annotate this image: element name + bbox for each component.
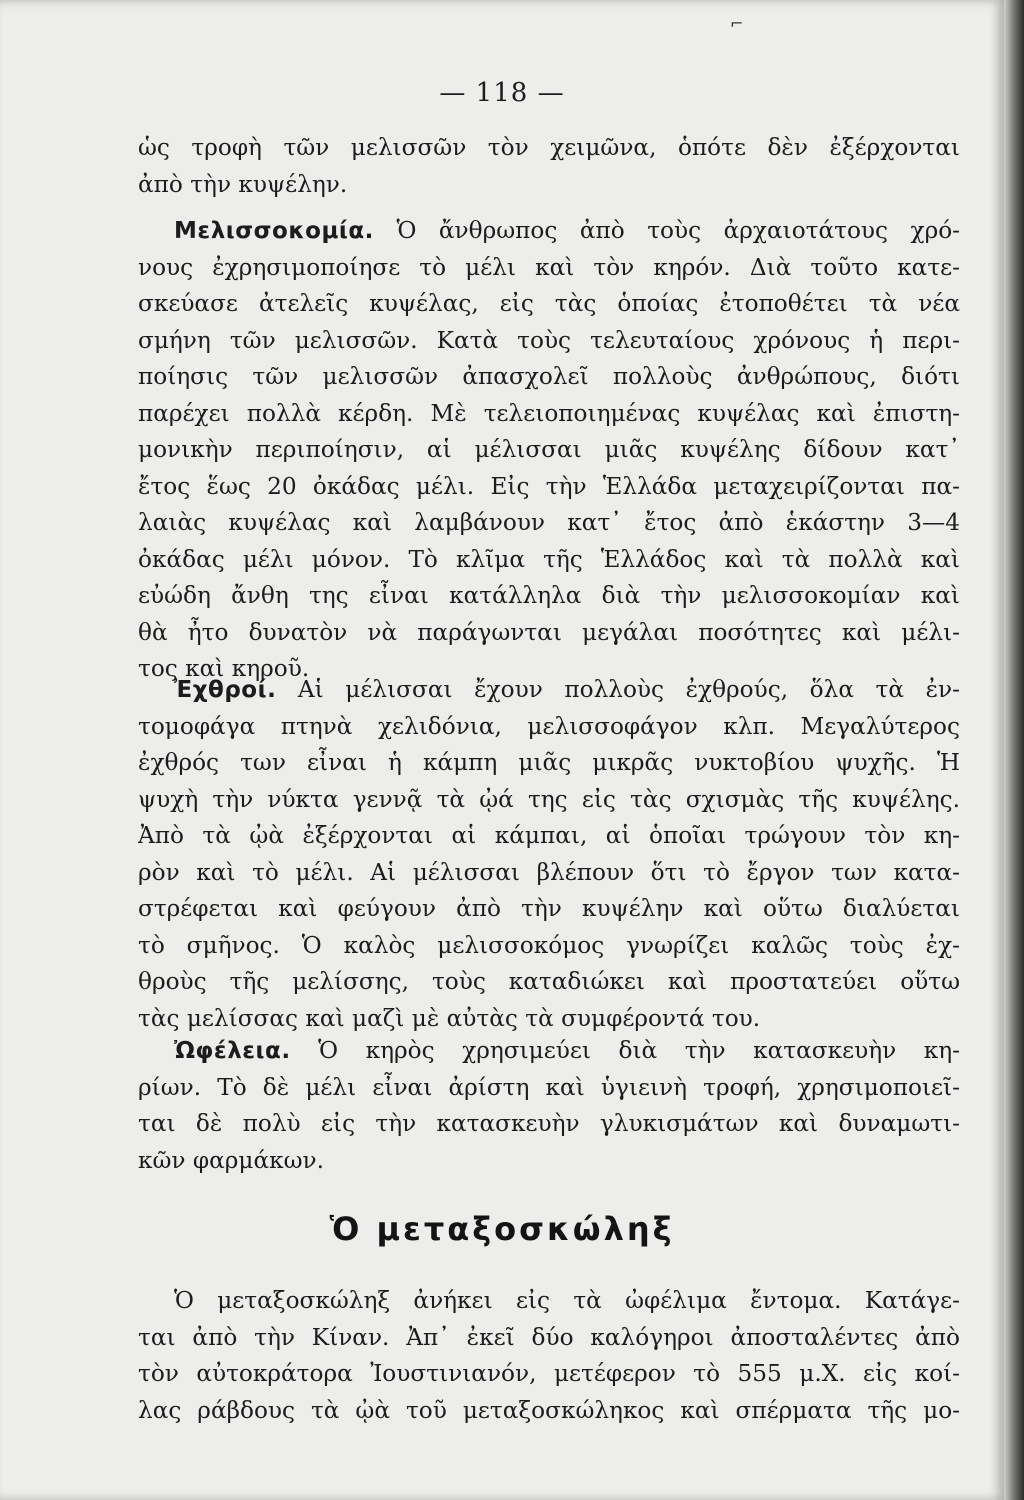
corner-mark: ⌐: [730, 14, 744, 33]
paragraph-first-line: [138, 213, 960, 250]
page-edge-shadow: [1004, 0, 1024, 1500]
metaxoskolix-paragraph: [138, 1283, 960, 1429]
text-line: κῶν φαρμάκων.: [138, 1146, 324, 1174]
text-line: Ἀπὸ τὰ ᾠὰ ἐξέρχονται αἱ κάμπαι, αἱ ὁποῖαι τρώγουν τὸν κη-: [138, 822, 960, 849]
text-line: λας ράβδους τὰ ᾠὰ τοῦ μεταξοσκώληκος καὶ σπέρματα τῆς μο-: [138, 1396, 960, 1424]
text-line: μονικὴν περιποίησιν, αἱ μέλισσαι μιᾶς κυψέλης δίδουν κατ᾽: [138, 436, 960, 463]
exthroi-paragraph: [138, 672, 960, 1037]
text-line: ἔτος ἕως 20 ὀκάδας μέλι. Εἰς τὴν Ἑλλάδα μεταχειρίζονται πα-: [138, 472, 960, 500]
exthroi-heading: Ἐχθροί.: [174, 677, 277, 703]
text-line: τὸν αὐτοκράτορα Ἰουστινιανόν, μετέφερον τὸ 555 μ.Χ. εἰς κοί-: [138, 1360, 960, 1387]
text-line: τὸ σμῆνος. Ὁ καλὸς μελισσοκόμος γνωρίζει καλῶς τοὺς ἐχ-: [138, 931, 960, 959]
text-line: ἐχθρός των εἶναι ἡ κάμπη μιᾶς μικρᾶς νυκτοβίου ψυχῆς. Ἡ: [138, 749, 960, 776]
text-line: ὀκάδας μέλι μόνον. Τὸ κλῖμα τῆς Ἑλλάδος καὶ τὰ πολλὰ καὶ: [138, 545, 960, 573]
section-title: Ὁ μεταξοσκώληξ: [329, 1210, 675, 1248]
text-line: σκεύασε ἀτελεῖς κυψέλας, εἰς τὰς ὁποίας ἐτοποθέτει τὰ νέα: [138, 290, 960, 317]
text-line: Ὁ μεταξοσκώληξ ἀνήκει εἰς τὰ ὠφέλιμα ἔντομα. Κατάγε-: [174, 1287, 960, 1314]
text-line: παρέχει πολλὰ κέρδη. Μὲ τελειοποιημένας κυψέλας καὶ ἐπιστη-: [138, 399, 960, 427]
text-line: ὡς τροφὴ τῶν μελισσῶν τὸν χειμῶνα, ὁπότε δὲν ἐξέρχονται: [138, 134, 960, 161]
text-line: λαιὰς κυψέλας καὶ λαμβάνουν κατ᾽ ἔτος ἀπὸ ἑκάστην 3—4: [138, 509, 960, 536]
page-number: — 118 —: [439, 78, 565, 108]
paragraph-first-line: [138, 672, 960, 709]
text-line: νους ἐχρησιμοποίησε τὸ μέλι καὶ τὸν κηρόν. Διὰ τοῦτο κατε-: [138, 253, 960, 281]
text-segment: Ὁ κηρὸς χρησιμεύει διὰ τὴν κατασκευὴν κη-: [318, 1037, 960, 1064]
text-line: ται ἀπὸ τὴν Κίναν. Ἀπ᾽ ἐκεῖ δύο καλόγηροι ἀποσταλέντες ἀπὸ: [138, 1323, 960, 1351]
text-line: θροὺς τῆς μελίσσης, τοὺς καταδιώκει καὶ προστατεύει οὕτω: [138, 968, 960, 995]
text-line: θὰ ἦτο δυνατὸν νὰ παράγωνται μεγάλαι ποσότητες καὶ μέλι-: [138, 618, 960, 646]
paragraph-first-line: [138, 1033, 960, 1070]
melissokomia-paragraph: [138, 213, 960, 688]
text-line: σμήνη τῶν μελισσῶν. Κατὰ τοὺς τελευταίους χρόνους ἡ περι-: [138, 326, 960, 354]
text-segment: Αἱ μέλισσαι ἔχουν πολλοὺς ἐχθρούς, ὅλα τὰ ἐν-: [297, 676, 960, 703]
ofeleia-paragraph: [138, 1033, 960, 1179]
text-line: ρίων. Τὸ δὲ μέλι εἶναι ἀρίστη καὶ ὑγιεινὴ τροφή, χρησιμοποιεῖ-: [138, 1073, 960, 1101]
text-line: ποίησις τῶν μελισσῶν ἀπασχολεῖ πολλοὺς ἀνθρώπους, διότι: [138, 363, 960, 390]
text-line: ἀπὸ τὴν κυψέλην.: [138, 170, 348, 198]
melissokomia-heading: Μελισσοκομία.: [174, 218, 374, 244]
text-segment: Ὁ ἄνθρωπος ἀπὸ τοὺς ἀρχαιοτάτους χρό-: [396, 217, 960, 244]
ofeleia-heading: Ὠφέλεια.: [174, 1038, 291, 1064]
text-line: εὐώδη ἄνθη της εἶναι κατάλληλα διὰ τὴν μελισσοκομίαν καὶ: [138, 582, 960, 609]
text-line: ρὸν καὶ τὸ μέλι. Αἱ μέλισσαι βλέπουν ὅτι τὸ ἔργον των κατα-: [138, 858, 960, 886]
text-line: τος καὶ κηροῦ.: [138, 655, 310, 682]
text-line: ψυχὴ τὴν νύκτα γεννᾷ τὰ ᾠά της εἰς τὰς σχισμὰς τῆς κυψέλης.: [138, 785, 960, 813]
intro-paragraph: [138, 130, 960, 203]
text-line: τὰς μελίσσας καὶ μαζὶ μὲ αὐτὰς τὰ συμφέροντά του.: [138, 1004, 761, 1032]
text-line: ται δὲ πολὺ εἰς τὴν κατασκευὴν γλυκισμάτων καὶ δυναμωτι-: [138, 1110, 960, 1137]
text-line: στρέφεται καὶ φεύγουν ἀπὸ τὴν κυψέλην καὶ οὕτω διαλύεται: [138, 895, 960, 922]
text-line: τομοφάγα πτηνὰ χελιδόνια, μελισσοφάγον κλπ. Μεγαλύτερος: [138, 712, 960, 740]
